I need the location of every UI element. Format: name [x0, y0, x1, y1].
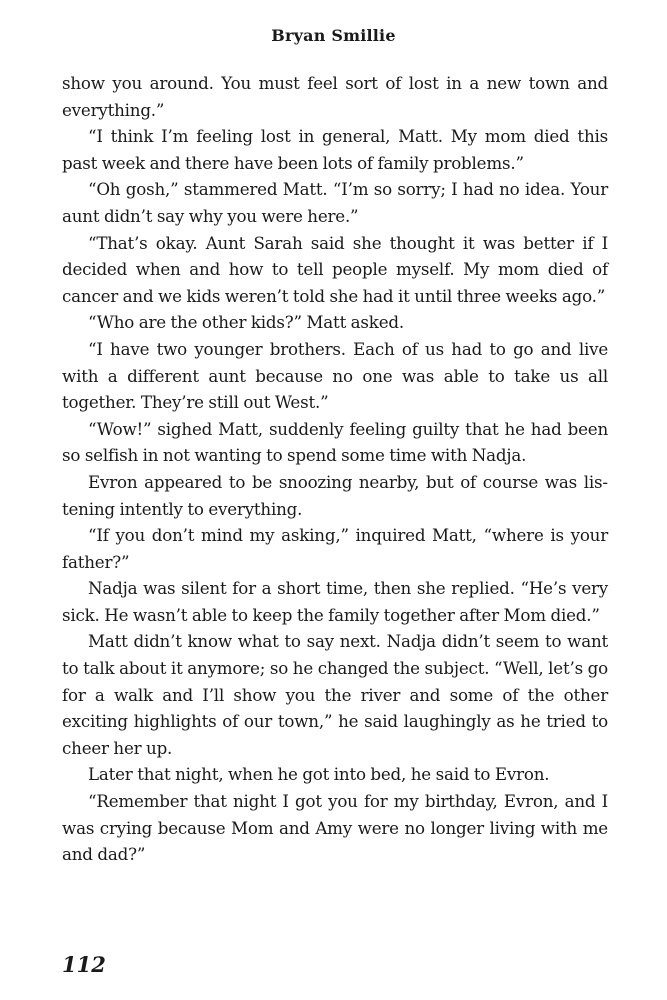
paragraph: Matt didn’t know what to say next. Nadja didn’t seem to want to talk about it anymore; so he changed the subject. “Well, let’s go for a walk and I’ll show you the river and some of the other exciting highlights of our town,” he said laughingly as he tried to cheer her up. — [62, 631, 608, 758]
paragraph: Evron appeared to be snoozing nearby, but of course was listening intently to everything. — [62, 471, 608, 519]
body-text — [62, 70, 608, 868]
paragraph: Nadja was silent for a short time, then she replied. “He’s very sick. He wasn’t able to keep the family together after Mom died.” — [62, 578, 608, 625]
paragraph: Later that night, when he got into bed, he said to Evron. — [88, 764, 550, 785]
paragraph: “Who are the other kids?” Matt asked. — [88, 312, 404, 333]
paragraph: “That’s okay. Aunt Sarah said she thought it was better if I decided when and how to tell people myself. My mom died of cancer and we kids weren’t told she had it until three weeks ago.” — [62, 232, 608, 306]
paragraph: “Wow!” sighed Matt, suddenly feeling guilty that he had been so selfish in not wanting to spend some time with Nadja. — [62, 418, 608, 466]
paragraph: “Remember that night I got you for my birthday, Evron, and I was crying because Mom and Amy were no longer living with me and dad?” — [62, 791, 608, 865]
page-number: 112 — [62, 952, 106, 977]
paragraph-continued: show you around. You must feel sort of lost in a new town and everything.” — [62, 73, 608, 120]
paragraph: “If you don’t mind my asking,” inquired Matt, “where is your father?” — [62, 525, 608, 572]
paragraph: “I think I’m feeling lost in general, Matt. My mom died this past week and there have been lots of family problems.” — [62, 126, 608, 173]
paragraph: “Oh gosh,” stammered Matt. “I’m so sorry; I had no idea. Your aunt didn’t say why you were here.” — [62, 179, 608, 226]
paragraph: “I have two younger brothers. Each of us had to go and live with a different aunt because no one was able to take us all together. They’re still out West.” — [62, 338, 608, 413]
running-head: Bryan Smillie — [271, 26, 396, 45]
